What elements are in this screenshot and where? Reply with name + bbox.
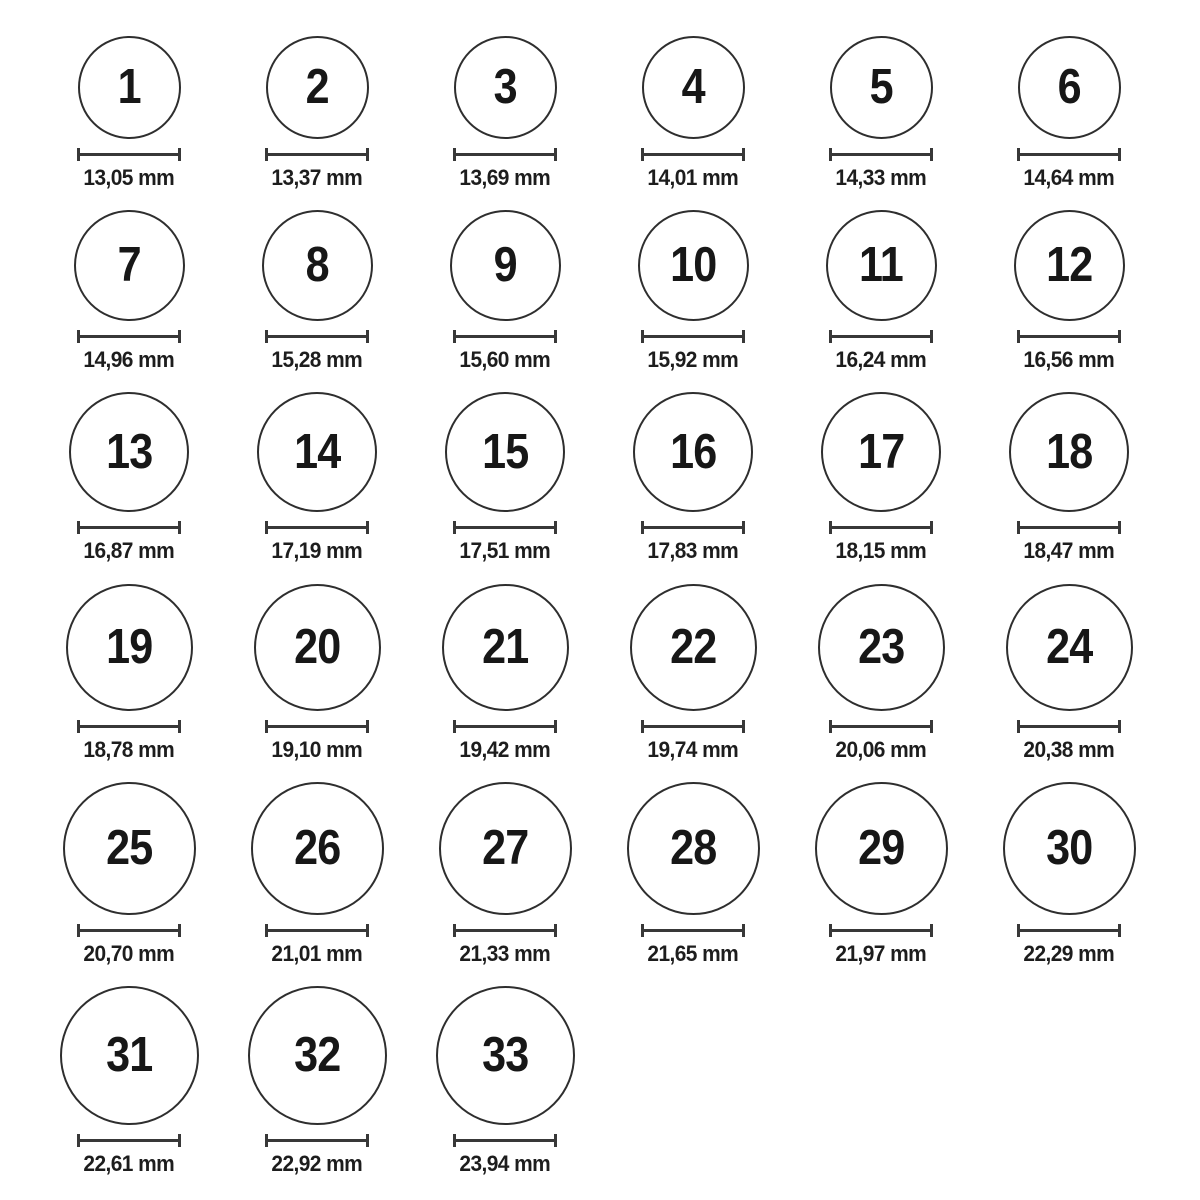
- ring-circle: [442, 584, 569, 711]
- diameter-measure-line: [829, 330, 933, 343]
- ring-size-cell: [223, 782, 411, 966]
- ring-diameter-label: 21,65 mm: [647, 940, 739, 966]
- diameter-measure-line: [453, 521, 557, 534]
- measure-bar: [267, 929, 367, 932]
- measure-bar: [79, 929, 179, 932]
- ring-diameter-label: 15,60 mm: [459, 347, 551, 373]
- ring-size-cell: [599, 210, 787, 372]
- ring-size-cell: [787, 392, 975, 563]
- ring-circle: [69, 392, 189, 512]
- ring-size-cell: [411, 36, 599, 190]
- ring-size-number: 5: [869, 60, 893, 114]
- measure-bar: [831, 153, 931, 156]
- diameter-measure-line: [641, 148, 745, 161]
- measure-bar: [1019, 725, 1119, 728]
- ring-diameter-label: 18,15 mm: [835, 538, 927, 564]
- diameter-measure-line: [265, 720, 369, 733]
- ring-size-cell: [35, 36, 223, 190]
- ring-circle: [436, 986, 575, 1125]
- diameter-measure-line: [77, 330, 181, 343]
- ring-circle: [1014, 210, 1125, 321]
- ring-diameter-label: 21,33 mm: [459, 940, 551, 966]
- ring-size-cell: [599, 392, 787, 563]
- measure-bar: [643, 335, 743, 338]
- ring-diameter-label: 21,97 mm: [835, 940, 927, 966]
- ring-circle: [60, 986, 199, 1125]
- ring-diameter-label: 22,29 mm: [1023, 940, 1115, 966]
- ring-diameter-label: 14,64 mm: [1023, 165, 1115, 190]
- ring-size-number: 11: [859, 238, 903, 293]
- measure-bar: [267, 335, 367, 338]
- ring-size-number: 1: [117, 60, 141, 114]
- measure-bar: [831, 335, 931, 338]
- diameter-measure-line: [265, 1134, 369, 1147]
- ring-circle: [257, 392, 377, 512]
- ring-size-number: 22: [669, 619, 717, 674]
- ring-size-number: 23: [857, 619, 905, 674]
- ring-size-row: [35, 584, 1165, 762]
- ring-size-cell: [411, 986, 599, 1176]
- ring-size-cell: [411, 210, 599, 372]
- ring-diameter-label: 15,92 mm: [647, 347, 739, 373]
- ring-size-number: 8: [305, 238, 329, 293]
- ring-size-row: [35, 36, 1165, 190]
- ring-circle: [1009, 392, 1129, 512]
- ring-size-cell: [35, 782, 223, 966]
- ring-diameter-label: 17,83 mm: [647, 538, 739, 564]
- measure-bar: [1019, 153, 1119, 156]
- ring-size-cell: [35, 392, 223, 563]
- ring-diameter-label: 13,37 mm: [271, 165, 363, 190]
- ring-size-cell: [35, 986, 223, 1176]
- ring-diameter-label: 13,69 mm: [459, 165, 551, 190]
- ring-size-row: [35, 392, 1165, 563]
- diameter-measure-line: [453, 330, 557, 343]
- ring-size-number: 27: [481, 820, 529, 875]
- diameter-measure-line: [265, 924, 369, 937]
- measure-bar: [267, 1139, 367, 1142]
- ring-circle: [439, 782, 572, 915]
- ring-circle: [630, 584, 757, 711]
- ring-size-cell: [599, 584, 787, 762]
- ring-diameter-label: 16,87 mm: [83, 538, 175, 564]
- ring-size-number: 26: [293, 820, 341, 875]
- ring-size-number: 24: [1045, 619, 1093, 674]
- diameter-measure-line: [1017, 330, 1121, 343]
- ring-diameter-label: 20,06 mm: [835, 736, 927, 762]
- ring-size-number: 28: [669, 820, 717, 875]
- ring-size-number: 7: [117, 238, 141, 293]
- ring-circle: [251, 782, 384, 915]
- diameter-measure-line: [641, 330, 745, 343]
- ring-size-cell: [787, 36, 975, 190]
- diameter-measure-line: [1017, 720, 1121, 733]
- ring-diameter-label: 14,01 mm: [647, 165, 739, 190]
- diameter-measure-line: [1017, 148, 1121, 161]
- ring-circle: [454, 36, 557, 139]
- ring-circle: [815, 782, 948, 915]
- diameter-measure-line: [265, 330, 369, 343]
- ring-circle: [638, 210, 749, 321]
- diameter-measure-line: [641, 720, 745, 733]
- ring-circle: [445, 392, 565, 512]
- measure-bar: [455, 335, 555, 338]
- diameter-measure-line: [453, 148, 557, 161]
- measure-bar: [79, 725, 179, 728]
- measure-bar: [79, 1139, 179, 1142]
- ring-diameter-label: 13,05 mm: [83, 165, 175, 190]
- ring-size-cell: [975, 210, 1163, 372]
- ring-circle: [74, 210, 185, 321]
- ring-size-number: 10: [669, 238, 717, 293]
- measure-bar: [267, 153, 367, 156]
- ring-circle: [262, 210, 373, 321]
- ring-size-cell: [35, 210, 223, 372]
- ring-diameter-label: 14,96 mm: [83, 347, 175, 373]
- ring-size-cell: [411, 782, 599, 966]
- ring-size-cell: [223, 986, 411, 1176]
- ring-diameter-label: 14,33 mm: [835, 165, 927, 190]
- diameter-measure-line: [1017, 521, 1121, 534]
- ring-size-cell: [223, 36, 411, 190]
- ring-circle: [63, 782, 196, 915]
- measure-bar: [267, 725, 367, 728]
- measure-bar: [455, 1139, 555, 1142]
- ring-size-cell: [411, 392, 599, 563]
- ring-size-cell: [787, 782, 975, 966]
- measure-bar: [643, 526, 743, 529]
- ring-size-number: 16: [669, 424, 717, 479]
- ring-size-chart: [35, 0, 1165, 1176]
- ring-size-number: 31: [105, 1027, 153, 1082]
- diameter-measure-line: [77, 1134, 181, 1147]
- ring-circle: [450, 210, 561, 321]
- ring-size-cell: [975, 782, 1163, 966]
- ring-size-number: 12: [1045, 238, 1093, 293]
- measure-bar: [831, 526, 931, 529]
- ring-diameter-label: 21,01 mm: [271, 940, 363, 966]
- ring-size-number: 19: [105, 619, 153, 674]
- ring-size-cell: [223, 392, 411, 563]
- ring-diameter-label: 19,74 mm: [647, 736, 739, 762]
- ring-diameter-label: 23,94 mm: [459, 1150, 551, 1176]
- ring-size-cell: [975, 392, 1163, 563]
- measure-bar: [1019, 335, 1119, 338]
- ring-circle: [830, 36, 933, 139]
- ring-size-number: 33: [481, 1027, 529, 1082]
- diameter-measure-line: [77, 521, 181, 534]
- diameter-measure-line: [829, 521, 933, 534]
- measure-bar: [643, 153, 743, 156]
- measure-bar: [643, 725, 743, 728]
- ring-size-cell: [35, 584, 223, 762]
- diameter-measure-line: [77, 720, 181, 733]
- ring-size-number: 3: [493, 60, 517, 114]
- diameter-measure-line: [641, 924, 745, 937]
- ring-circle: [78, 36, 181, 139]
- measure-bar: [79, 335, 179, 338]
- ring-size-row: [35, 986, 1165, 1176]
- ring-size-cell: [787, 584, 975, 762]
- diameter-measure-line: [77, 924, 181, 937]
- ring-circle: [642, 36, 745, 139]
- measure-bar: [1019, 526, 1119, 529]
- diameter-measure-line: [829, 148, 933, 161]
- diameter-measure-line: [453, 1134, 557, 1147]
- ring-diameter-label: 19,10 mm: [271, 736, 363, 762]
- measure-bar: [455, 153, 555, 156]
- measure-bar: [267, 526, 367, 529]
- diameter-measure-line: [265, 148, 369, 161]
- ring-size-number: 17: [857, 424, 905, 479]
- diameter-measure-line: [453, 924, 557, 937]
- ring-diameter-label: 19,42 mm: [459, 736, 551, 762]
- diameter-measure-line: [829, 924, 933, 937]
- diameter-measure-line: [1017, 924, 1121, 937]
- ring-circle: [821, 392, 941, 512]
- ring-size-cell: [599, 36, 787, 190]
- ring-size-cell: [787, 210, 975, 372]
- ring-diameter-label: 16,56 mm: [1023, 347, 1115, 373]
- ring-size-cell: [223, 210, 411, 372]
- ring-size-cell: [223, 584, 411, 762]
- ring-diameter-label: 22,61 mm: [83, 1150, 175, 1176]
- measure-bar: [455, 929, 555, 932]
- diameter-measure-line: [641, 521, 745, 534]
- ring-size-row: [35, 210, 1165, 372]
- ring-size-number: 13: [105, 424, 153, 479]
- ring-diameter-label: 20,70 mm: [83, 940, 175, 966]
- ring-circle: [1018, 36, 1121, 139]
- measure-bar: [831, 725, 931, 728]
- ring-size-number: 9: [493, 238, 517, 293]
- ring-diameter-label: 18,47 mm: [1023, 538, 1115, 564]
- measure-bar: [455, 725, 555, 728]
- ring-size-cell: [975, 36, 1163, 190]
- ring-circle: [248, 986, 387, 1125]
- ring-diameter-label: 22,92 mm: [271, 1150, 363, 1176]
- ring-diameter-label: 20,38 mm: [1023, 736, 1115, 762]
- ring-size-number: 20: [293, 619, 341, 674]
- ring-size-row: [35, 782, 1165, 966]
- ring-size-number: 30: [1045, 820, 1093, 875]
- ring-size-number: 32: [293, 1027, 341, 1082]
- ring-size-number: 6: [1057, 60, 1081, 114]
- measure-bar: [643, 929, 743, 932]
- diameter-measure-line: [453, 720, 557, 733]
- ring-size-number: 25: [105, 820, 153, 875]
- measure-bar: [79, 526, 179, 529]
- diameter-measure-line: [77, 148, 181, 161]
- ring-diameter-label: 15,28 mm: [271, 347, 363, 373]
- ring-circle: [254, 584, 381, 711]
- ring-circle: [66, 584, 193, 711]
- ring-size-number: 29: [857, 820, 905, 875]
- ring-size-cell: [411, 584, 599, 762]
- diameter-measure-line: [829, 720, 933, 733]
- ring-diameter-label: 16,24 mm: [835, 347, 927, 373]
- ring-size-cell: [975, 584, 1163, 762]
- ring-size-number: 15: [481, 424, 529, 479]
- ring-circle: [633, 392, 753, 512]
- ring-circle: [266, 36, 369, 139]
- ring-size-number: 2: [305, 60, 329, 114]
- ring-size-cell: [599, 782, 787, 966]
- ring-circle: [1006, 584, 1133, 711]
- ring-size-number: 14: [293, 424, 341, 479]
- ring-circle: [1003, 782, 1136, 915]
- measure-bar: [79, 153, 179, 156]
- ring-size-number: 18: [1045, 424, 1093, 479]
- ring-diameter-label: 18,78 mm: [83, 736, 175, 762]
- ring-size-number: 4: [681, 60, 705, 114]
- ring-circle: [826, 210, 937, 321]
- ring-circle: [627, 782, 760, 915]
- diameter-measure-line: [265, 521, 369, 534]
- measure-bar: [831, 929, 931, 932]
- ring-circle: [818, 584, 945, 711]
- ring-diameter-label: 17,51 mm: [459, 538, 551, 564]
- measure-bar: [455, 526, 555, 529]
- ring-diameter-label: 17,19 mm: [271, 538, 363, 564]
- measure-bar: [1019, 929, 1119, 932]
- ring-size-number: 21: [481, 619, 529, 674]
